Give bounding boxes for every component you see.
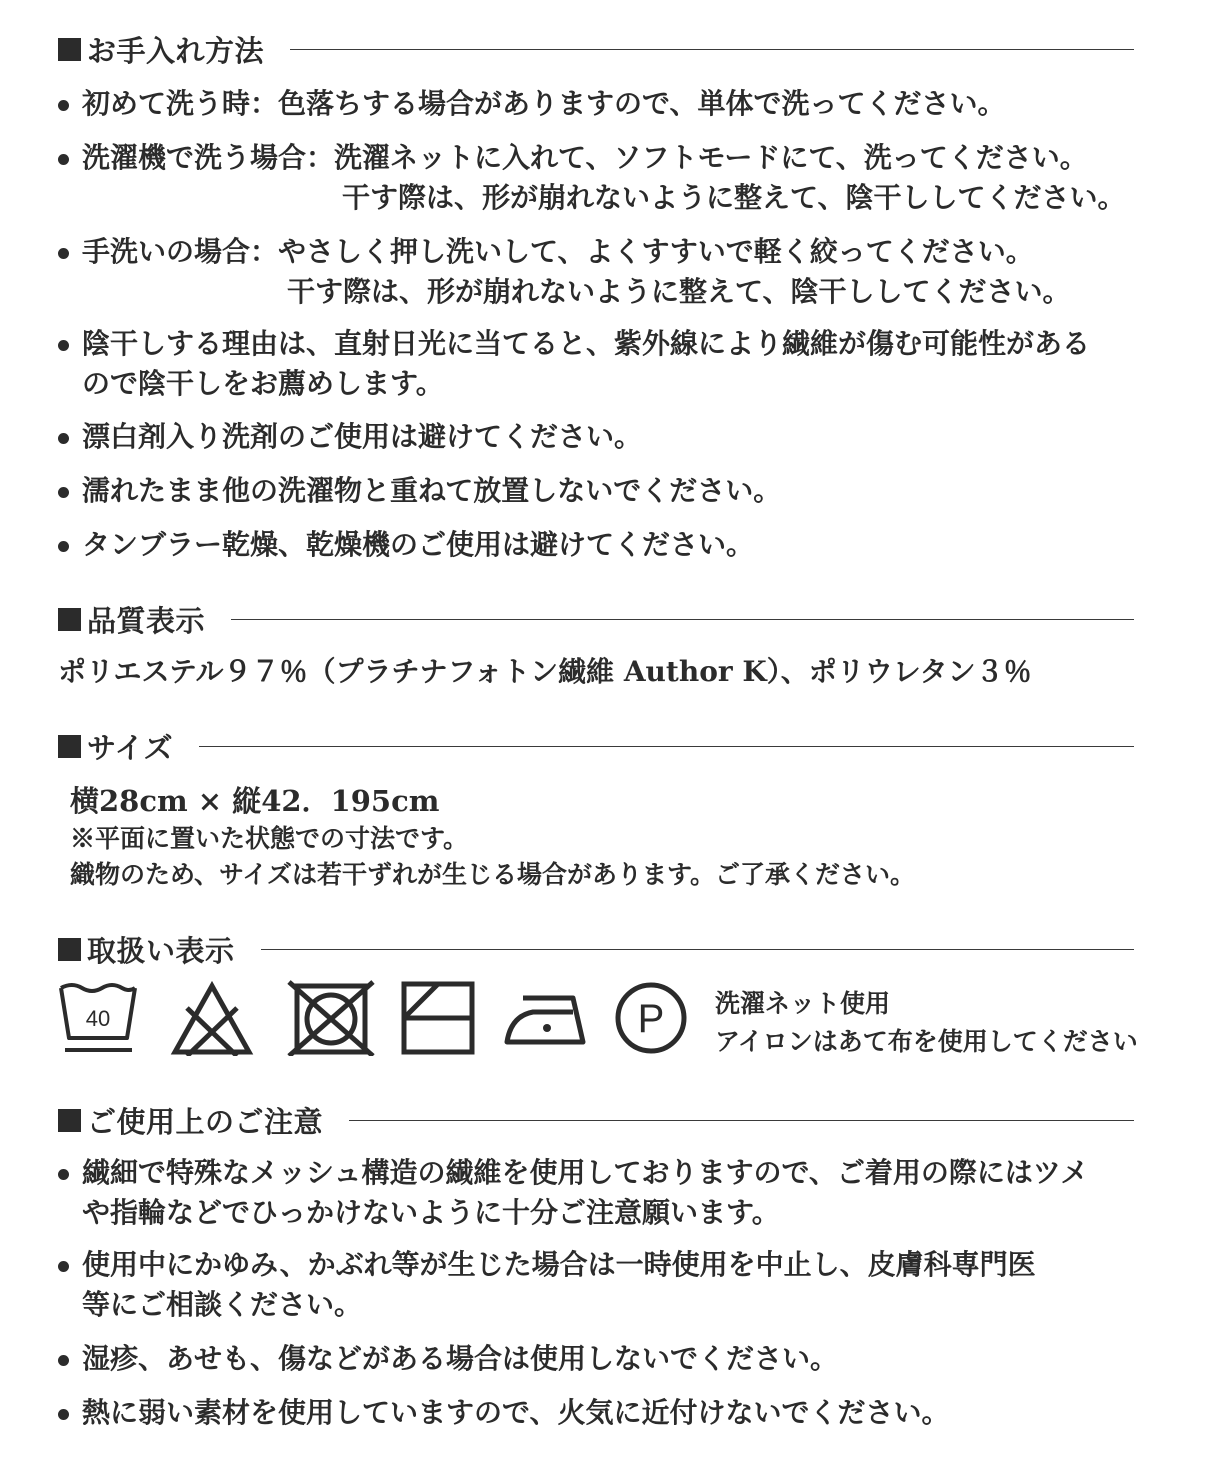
care-item-text: タンブラー乾燥、乾燥機のご使用は避けてください。 bbox=[82, 528, 755, 561]
bullet-icon bbox=[58, 1261, 69, 1272]
heading-square-icon bbox=[58, 735, 81, 758]
care-item-lead: 手洗いの場合： bbox=[82, 235, 279, 268]
care-title: お手入れ方法 bbox=[87, 33, 265, 68]
care-item-text: 漂白剤入り洗剤のご使用は避けてください。 bbox=[82, 420, 643, 453]
bullet-icon bbox=[58, 433, 69, 444]
handling-note-2: アイロンはあて布を使用してください bbox=[715, 1027, 1138, 1056]
no-tumble-dry-icon bbox=[287, 980, 375, 1056]
heading-rule bbox=[349, 1120, 1134, 1121]
heading-rule bbox=[199, 746, 1134, 747]
bullet-icon bbox=[58, 541, 69, 552]
care-heading bbox=[58, 29, 1134, 69]
quality-title: 品質表示 bbox=[87, 603, 206, 638]
care-item-lead: 初めて洗う時： bbox=[82, 87, 279, 120]
size-note-1: ※平面に置いた状態での寸法です。 bbox=[70, 824, 469, 853]
size-title: サイズ bbox=[87, 730, 174, 765]
bullet-icon bbox=[58, 100, 69, 111]
bullet-icon bbox=[58, 340, 69, 351]
heading-rule bbox=[231, 619, 1134, 620]
quality-text: ポリエステル９７％（プラチナフォトン繊維 Author K）、ポリウレタン３％ bbox=[58, 655, 1032, 688]
bullet-icon bbox=[58, 1169, 69, 1180]
care-item-continuation: 干す際は、形が崩れないように整えて、陰干ししてください。 bbox=[342, 181, 1126, 214]
caution-title: ご使用上のご注意 bbox=[87, 1104, 324, 1139]
bullet-icon bbox=[58, 1409, 69, 1420]
care-item-text: 洗濯ネットに入れて、ソフトモードにて、洗ってください。 bbox=[334, 141, 1088, 174]
handling-note-1: 洗濯ネット使用 bbox=[715, 989, 891, 1018]
caution-item-text: 熱に弱い素材を使用していますので、火気に近付けないでください。 bbox=[82, 1396, 950, 1429]
dry-clean-label: P bbox=[637, 997, 665, 1041]
handling-heading bbox=[58, 929, 1134, 969]
wash-tub-40-icon bbox=[57, 980, 139, 1056]
care-symbols bbox=[55, 980, 705, 1060]
no-bleach-icon bbox=[169, 980, 255, 1056]
heading-square-icon bbox=[58, 38, 81, 61]
caution-heading bbox=[58, 1100, 1134, 1140]
handling-notes bbox=[715, 985, 1138, 1061]
size-heading bbox=[58, 726, 1134, 766]
size-dimensions: 横28cm × 縦42．195cm bbox=[70, 784, 440, 818]
heading-rule bbox=[261, 949, 1134, 950]
heading-square-icon bbox=[58, 1109, 81, 1132]
bullet-icon bbox=[58, 1355, 69, 1366]
iron-low-icon bbox=[503, 980, 591, 1056]
care-item-text: 濡れたまま他の洗濯物と重ねて放置しないでください。 bbox=[82, 474, 782, 507]
caution-item-continuation: 等にご相談ください。 bbox=[82, 1288, 363, 1321]
heading-square-icon bbox=[58, 608, 81, 631]
heading-square-icon bbox=[58, 938, 81, 961]
care-item-text: 色落ちする場合がありますので、単体で洗ってください。 bbox=[278, 87, 1006, 120]
bullet-icon bbox=[58, 154, 69, 165]
heading-rule bbox=[290, 49, 1134, 50]
dry-clean-p-icon bbox=[611, 980, 691, 1056]
care-item-continuation: ので陰干しをお薦めします。 bbox=[82, 367, 444, 400]
care-item-continuation: 干す際は、形が崩れないように整えて、陰干ししてください。 bbox=[287, 275, 1071, 308]
size-note-2: 織物のため、サイズは若干ずれが生じる場合があります。ご了承ください。 bbox=[70, 860, 916, 889]
care-item-text: 陰干しする理由は、直射日光に当てると、紫外線により繊維が傷む可能性がある bbox=[82, 327, 1091, 360]
caution-item-continuation: や指輪などでひっかけないように十分ご注意願います。 bbox=[82, 1196, 780, 1229]
quality-heading bbox=[58, 599, 1134, 639]
wash-temp-label: 40 bbox=[85, 1006, 111, 1031]
bullet-icon bbox=[58, 487, 69, 498]
caution-item-text: 使用中にかゆみ、かぶれ等が生じた場合は一時使用を中止し、皮膚科専門医 bbox=[82, 1248, 1036, 1281]
caution-item-text: 繊細で特殊なメッシュ構造の繊維を使用しておりますので、ご着用の際にはツメ bbox=[82, 1156, 1089, 1189]
handling-title: 取扱い表示 bbox=[87, 933, 235, 968]
drip-dry-shade-icon bbox=[400, 980, 476, 1056]
caution-item-text: 湿疹、あせも、傷などがある場合は使用しないでください。 bbox=[82, 1342, 839, 1375]
bullet-icon bbox=[58, 248, 69, 259]
care-item-text: やさしく押し洗いして、よくすすいで軽く絞ってください。 bbox=[278, 235, 1034, 268]
care-item-lead: 洗濯機で洗う場合： bbox=[82, 141, 335, 174]
